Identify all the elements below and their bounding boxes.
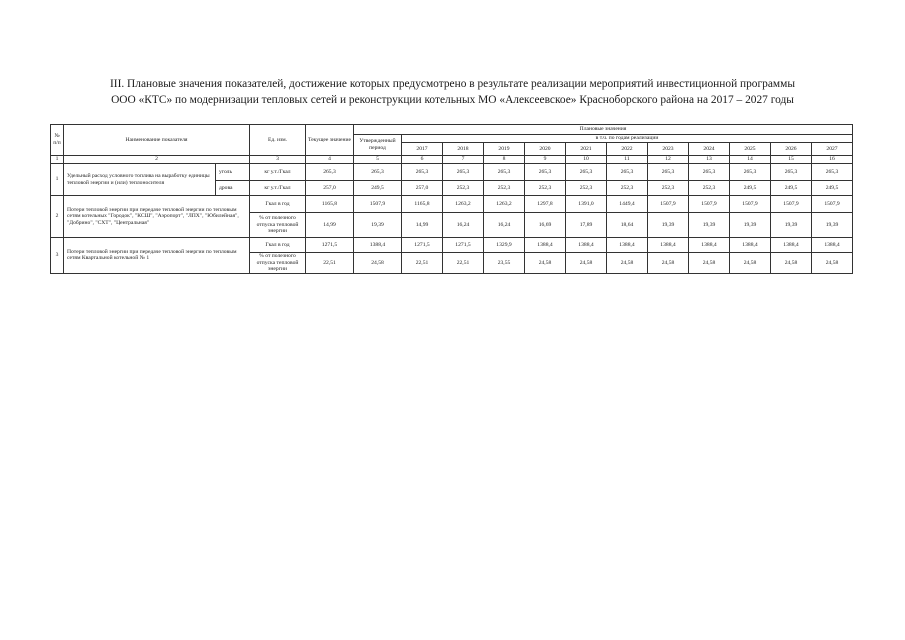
header-year: 2021 [566,143,607,156]
year-value: 252,3 [484,181,525,196]
year-value: 1388,4 [607,238,648,253]
year-value: 265,3 [812,164,853,181]
header-year: 2026 [771,143,812,156]
year-value: 265,3 [525,164,566,181]
year-value: 252,3 [443,181,484,196]
year-value: 1263,2 [484,196,525,213]
row-number: 2 [51,196,64,238]
header-year: 2020 [525,143,566,156]
column-numbers-row [51,156,853,164]
year-value: 17,89 [566,213,607,238]
year-value: 16,24 [443,213,484,238]
year-value: 252,3 [607,181,648,196]
year-value: 1271,5 [443,238,484,253]
year-value: 1507,9 [648,196,689,213]
year-value: 249,5 [730,181,771,196]
year-value: 19,39 [812,213,853,238]
indicators-table [50,124,853,274]
year-value: 19,39 [648,213,689,238]
approved-value: 265,3 [354,164,402,181]
header-year: 2018 [443,143,484,156]
year-value: 14,99 [402,213,443,238]
header-approved: Утвержденный период [354,135,402,156]
year-value: 249,5 [812,181,853,196]
year-value: 1507,9 [812,196,853,213]
header-num: № п/п [51,125,64,156]
year-value: 22,51 [443,253,484,274]
year-value: 249,5 [771,181,812,196]
year-value: 252,3 [689,181,730,196]
column-number: 7 [443,156,484,164]
year-value: 252,3 [525,181,566,196]
column-number: 15 [771,156,812,164]
year-value: 265,3 [566,164,607,181]
year-value: 265,3 [484,164,525,181]
current-value: 265,3 [306,164,354,181]
header-year: 2024 [689,143,730,156]
year-value: 1388,4 [730,238,771,253]
current-value: 22,51 [306,253,354,274]
header-current: Текущее значение [306,125,354,156]
column-number: 11 [607,156,648,164]
row-number: 1 [51,164,64,196]
year-value: 1449,4 [607,196,648,213]
unit-cell: % от полезного отпуска тепловой энергии [250,253,306,274]
year-value: 265,3 [689,164,730,181]
year-value: 1388,4 [812,238,853,253]
year-value: 1507,9 [730,196,771,213]
year-value: 1263,2 [443,196,484,213]
year-value: 1391,0 [566,196,607,213]
year-value: 23,55 [484,253,525,274]
approved-value: 1507,9 [354,196,402,213]
year-value: 252,3 [648,181,689,196]
document-title [0,76,905,108]
year-value: 265,3 [648,164,689,181]
year-value: 265,3 [402,164,443,181]
year-value: 19,39 [771,213,812,238]
row-number: 3 [51,238,64,274]
approved-value: 1388,4 [354,238,402,253]
year-value: 1297,8 [525,196,566,213]
year-value: 24,58 [771,253,812,274]
column-number: 14 [730,156,771,164]
unit-cell: кг у.т./Гкал [250,181,306,196]
column-number: 2 [64,156,250,164]
header-planned: Плановые значения [354,125,853,135]
year-value: 1507,9 [771,196,812,213]
header-year: 2027 [812,143,853,156]
year-value: 22,51 [402,253,443,274]
unit-cell: кг у.т./Гкал [250,164,306,181]
year-value: 1388,4 [689,238,730,253]
year-value: 265,3 [443,164,484,181]
column-number: 3 [250,156,306,164]
year-value: 19,39 [689,213,730,238]
header-unit: Ед. изм. [250,125,306,156]
current-value: 1271,5 [306,238,354,253]
header-year: 2023 [648,143,689,156]
year-value: 265,3 [771,164,812,181]
table-row [51,238,853,253]
year-value: 1388,4 [566,238,607,253]
column-number: 5 [354,156,402,164]
column-number: 8 [484,156,525,164]
column-number: 10 [566,156,607,164]
year-value: 24,58 [812,253,853,274]
column-number: 12 [648,156,689,164]
header-year: 2017 [402,143,443,156]
header-by-years: в т.ч. по годам реализации [402,135,853,143]
column-number: 4 [306,156,354,164]
unit-cell: % от полезного отпуска тепловой энергии [250,213,306,238]
year-value: 24,58 [607,253,648,274]
header-year: 2019 [484,143,525,156]
approved-value: 24,58 [354,253,402,274]
column-number: 6 [402,156,443,164]
table-row [51,164,853,181]
year-value: 24,58 [730,253,771,274]
column-number: 13 [689,156,730,164]
year-value: 1388,4 [525,238,566,253]
header-year: 2022 [607,143,648,156]
current-value: 1165,8 [306,196,354,213]
year-value: 19,39 [730,213,771,238]
year-value: 24,58 [648,253,689,274]
year-value: 24,58 [566,253,607,274]
year-value: 1388,4 [648,238,689,253]
unit-cell: Гкал в год [250,196,306,213]
indicator-name: Удельный расход условного топлива на выработку единицы тепловой энергии и (или) теплоносителя [64,164,216,196]
year-value: 265,3 [607,164,648,181]
header-name: Наименование показателя [64,125,250,156]
year-value: 24,58 [689,253,730,274]
column-number: 16 [812,156,853,164]
indicator-name: Потери тепловой энергии при передаче тепловой энергии по тепловым сетям котельных "Городок", "КСШ", "Аэропорт", "ЛПХ", "Юбилейная", "Добрино", "СХТ", "Центральная" [64,196,250,238]
title-line-2: ООО «КТС» по модернизации тепловых сетей и реконструкции котельных МО «Алексеевское» Красноборского района на 2017 – 2027 годы [111,94,794,106]
fuel-type: дрова [216,181,250,196]
year-value: 18,64 [607,213,648,238]
year-value: 1165,8 [402,196,443,213]
year-value: 1329,9 [484,238,525,253]
header-row [51,125,853,135]
fuel-type: уголь [216,164,250,181]
year-value: 265,3 [730,164,771,181]
approved-value: 249,5 [354,181,402,196]
year-value: 257,0 [402,181,443,196]
year-value: 1507,9 [689,196,730,213]
column-number: 9 [525,156,566,164]
year-value: 1271,5 [402,238,443,253]
table-row [51,196,853,213]
year-value: 16,69 [525,213,566,238]
column-number: 1 [51,156,64,164]
indicator-name: Потери тепловой энергии при передаче тепловой энергии по тепловым сетям Квартальной котельной № 1 [64,238,250,274]
title-line-1: III. Плановые значения показателей, достижение которых предусмотрено в результате реализации мероприятий инвестиционной программы [109,78,795,90]
year-value: 1388,4 [771,238,812,253]
year-value: 24,58 [525,253,566,274]
unit-cell: Гкал в год [250,238,306,253]
approved-value: 19,39 [354,213,402,238]
header-year: 2025 [730,143,771,156]
current-value: 14,99 [306,213,354,238]
year-value: 16,24 [484,213,525,238]
year-value: 252,3 [566,181,607,196]
current-value: 257,0 [306,181,354,196]
